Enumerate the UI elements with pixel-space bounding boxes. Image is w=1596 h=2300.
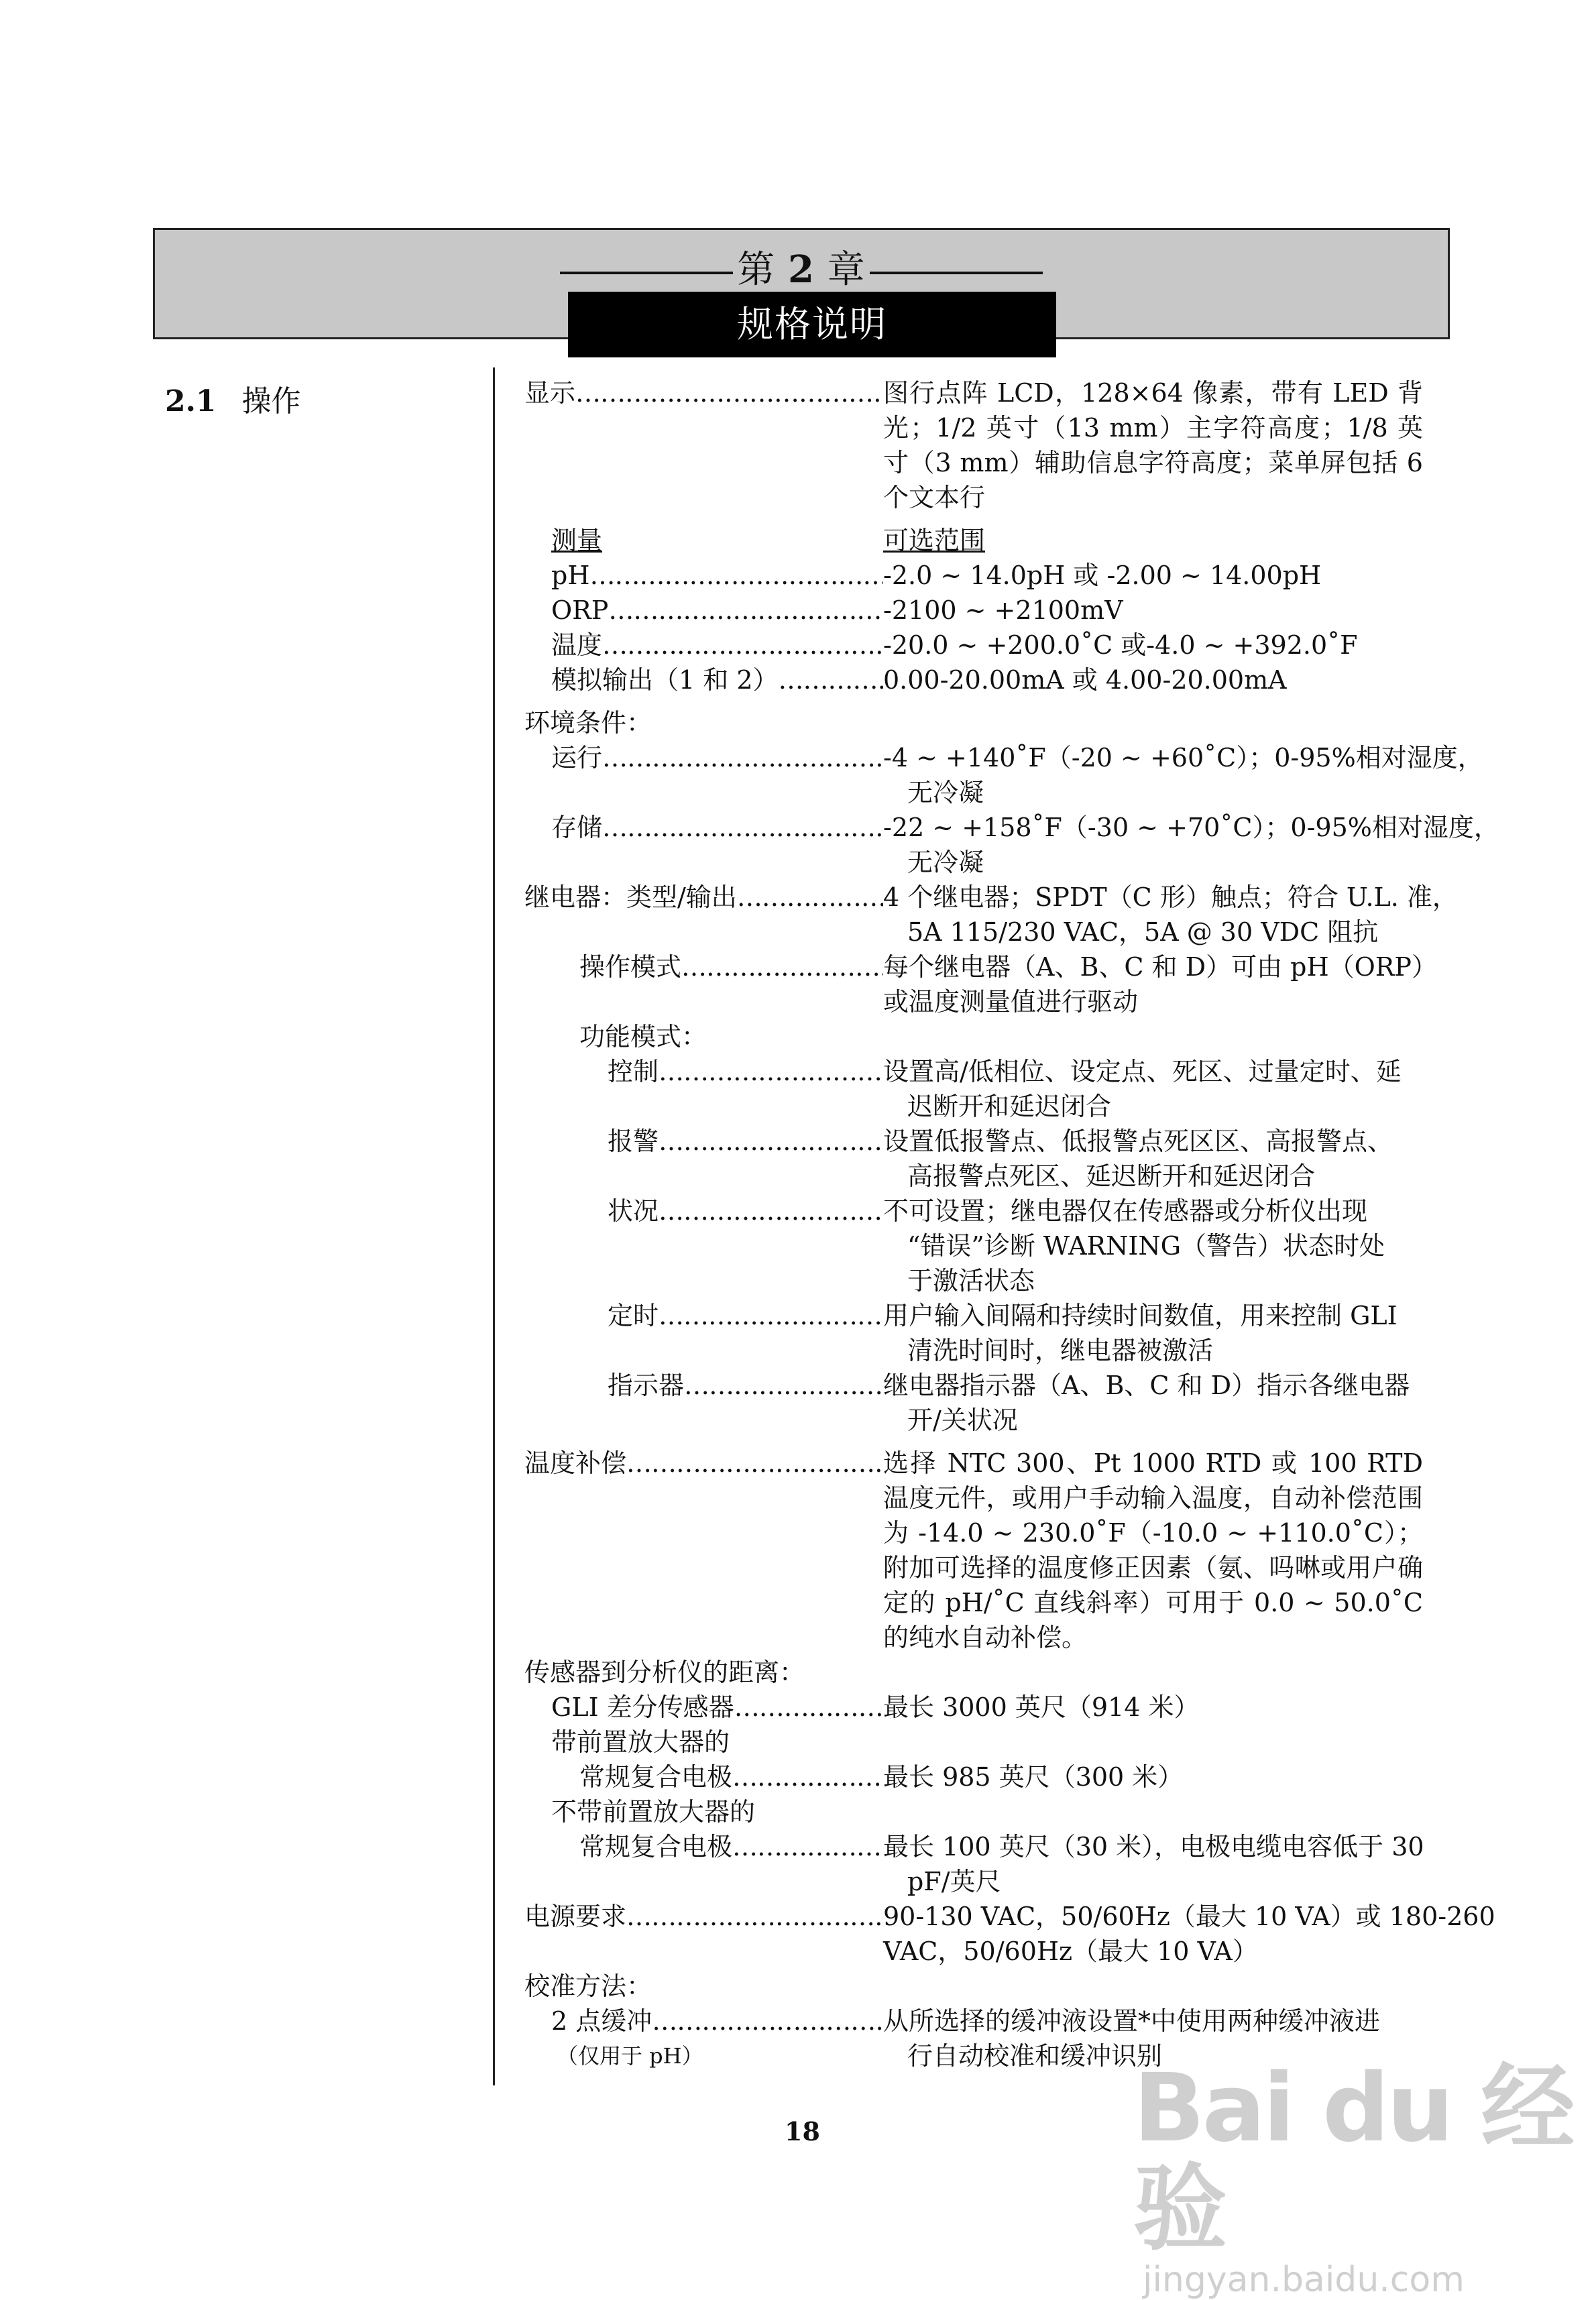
chapter-heading: 第 2 章 — [155, 249, 1448, 291]
chapter-title: 规格说明 — [568, 292, 1056, 357]
vertical-divider — [493, 367, 495, 2085]
page-number: 18 — [785, 2116, 820, 2146]
watermark-url: jingyan.baidu.com — [1143, 2260, 1465, 2300]
spec-relay-indicator: 指示器 ……………………………………………………………………………………………………………… 继电器指示器（A、B、C 和 D）指示各继电器 开/关状况 — [524, 1368, 1423, 1438]
calibration-heading: 校准方法： — [524, 1971, 652, 2001]
spec-relay-control: 控制 ……………………………………………………………………………………………………………… 设置高/低相位、设定点、死区、过量定时、延 迟断开和延迟闭合 — [524, 1054, 1423, 1124]
section-heading — [165, 377, 301, 420]
measure-row: 模拟输出（1 和 2） ……………………………………………………………………………………………………………… 0.00-20.00mA 或 4.00-20.00mA — [524, 663, 1423, 697]
spec-list — [524, 376, 1499, 2073]
section-title: 操作 — [241, 384, 301, 418]
spec-distance-gli: GLI 差分传感器 ……………………………………………………………………………………………………………… 最长 3000 英尺（914 米） — [524, 1690, 1423, 1725]
watermark — [1133, 2054, 1596, 2300]
section-number: 2.1 — [165, 384, 217, 418]
spec-relay-alarm: 报警 ……………………………………………………………………………………………………………… 设置低报警点、低报警点死区区、高报警点、 高报警点死区、延迟断开和延迟闭合 — [524, 1124, 1423, 1194]
spec-temp-comp: 温度补偿 ……………………………………………………………………………………………………………… 选择 NTC 300、Pt 1000 RTD 或 100 RTD 温度元件，或用户手动输入温度，自动补偿范围为 -14.0 ~ 230.0˚F（-10.0 ~ +110.0˚C）；附加可选择的温度修正因素（氨、吗啉或用户确定的 pH/˚C 直线斜率）可用于 0.0 ~ 50.0˚C 的纯水自动补偿。 — [524, 1446, 1423, 1655]
distance-heading: 传感器到分析仪的距离： — [524, 1658, 805, 1687]
spec-power: 电源要求 ……………………………………………………………………………………………………………… 90-130 VAC，50/60Hz（最大 10 VA）或 180-260 VAC，50/60Hz（最大 10 VA） — [524, 1899, 1423, 1969]
func-mode-heading: 功能模式： — [579, 1022, 707, 1051]
measure-row: pH ……………………………………………………………………………………………………………… -2.0 ~ 14.0pH 或 -2.00 ~ 14.00pH — [524, 558, 1423, 593]
spec-relay: 继电器：类型/输出 ……………………………………………………………………………………………………………… 4 个继电器；SPDT（C 形）触点；符合 U.L. 准， 5A 115/230 VAC，5A @ 30 VDC 阻抗 — [524, 880, 1423, 950]
without-preamp-label: 不带前置放大器的 — [551, 1797, 756, 1827]
spec-env-store: 存储 ……………………………………………………………………………………………………………… -22 ~ +158˚F（-30 ~ +70˚C）；0-95%相对湿度， 无冷凝 — [524, 810, 1423, 880]
with-preamp-label: 带前置放大器的 — [551, 1727, 730, 1757]
rule-left — [560, 272, 733, 274]
chapter-banner — [153, 228, 1450, 345]
watermark-brand: Bai du 经验 — [1133, 2054, 1573, 2264]
rule-right — [870, 272, 1043, 274]
spec-relay-timer: 定时 ……………………………………………………………………………………………………………… 用户输入间隔和持续时间数值，用来控制 GLI 清洗时间时，继电器被激活 — [524, 1298, 1423, 1368]
environment-heading: 环境条件： — [524, 708, 652, 738]
measure-row: 温度 ……………………………………………………………………………………………………………… -20.0 ~ +200.0˚C 或-4.0 ~ +392.0˚F — [524, 628, 1423, 663]
spec-env-run: 运行 ……………………………………………………………………………………………………………… -4 ~ +140˚F（-20 ~ +60˚C）；0-95%相对湿度， 无冷凝 — [524, 740, 1423, 810]
spec-calibration-2pt: 2 点缓冲 ……………………………………………………………………………………………………………… （仅用于 pH） 从所选择的缓冲液设置*中使用两种缓冲液进 行自动校准和缓冲识别 — [524, 2004, 1423, 2073]
measure-row: ORP ……………………………………………………………………………………………………………… -2100 ~ +2100mV — [524, 593, 1423, 628]
spec-display: 显示 ……………………………………………………………………………………………………………… 图行点阵 LCD，128×64 像素，带有 LED 背光；1/2 英寸（13 mm）主字符高度；1/8 英寸（3 mm）辅助信息字符高度；菜单屏包括 6 个文本行 — [524, 376, 1423, 515]
measure-header: 测量 可选范围 — [551, 526, 986, 555]
spec-distance-without-preamp: 常规复合电极 ……………………………………………………………………………………………………………… 最长 100 英尺（30 米），电极电缆电容低于 30 pF/英尺 — [524, 1829, 1423, 1899]
spec-relay-status: 状况 ……………………………………………………………………………………………………………… 不可设置；继电器仅在传感器或分析仪出现 “错误”诊断 WARNING（警告）状态时处 于激活状态 — [524, 1194, 1423, 1298]
spec-distance-with-preamp: 常规复合电极 ……………………………………………………………………………………………………………… 最长 985 英尺（300 米） — [524, 1760, 1423, 1794]
spec-relay-opmode: 操作模式 ……………………………………………………………………………………………………………… 每个继电器（A、B、C 和 D）可由 pH（ORP） 或温度测量值进行驱动 — [524, 950, 1423, 1019]
calibration-note: （仅用于 pH） — [557, 2043, 703, 2069]
